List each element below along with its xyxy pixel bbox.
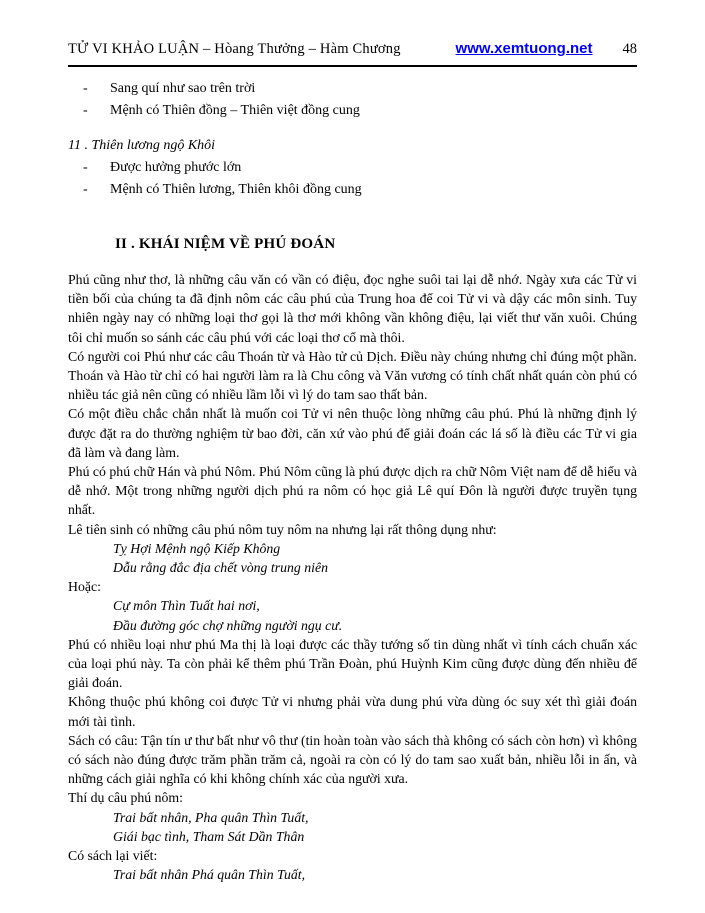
list-item-text: Mệnh có Thiên đồng – Thiên việt đồng cung — [110, 103, 360, 118]
list-item-text: Sang quí như sao trên trời — [110, 81, 256, 96]
list-item-text: Mệnh có Thiên lương, Thiên khôi đồng cung — [110, 182, 362, 197]
text-line: Thí dụ câu phú nôm: — [68, 790, 183, 806]
verse-line: Trai bất nhân Phá quân Thìn Tuất, — [113, 867, 306, 883]
paragraph: Có người coi Phú như các câu Thoán từ và Hào tử củ Dịch. Điều này chúng nhưng chỉ đúng một phần. Thoán và Hào từ chỉ có hai người làm ra là Chu công và Văn vương có tính chất nhất quán còn phú có nhiều tác giả nên cũng có nhiều lầm lỗi vì lý do tam sao thất bản. — [68, 348, 637, 403]
verse-line: Trai bất nhân, Pha quân Thìn Tuất, — [113, 809, 309, 825]
header-title: TỬ VI KHẢO LUẬN – Hòang Thưởng – Hàm Chương — [68, 41, 401, 57]
text-line: Hoặc: — [68, 579, 101, 595]
paragraph: Có một điều chắc chắn nhất là muốn coi Tử vi nên thuộc lòng những câu phú. Phú là những định lý được đặt ra do thường nghiệm từ bao đời, căn xứ vào phú để giải đoán các lá số là điều các Tử vi gia đã làm và đang làm. — [68, 406, 637, 460]
list-item — [83, 100, 637, 122]
text-line: Lê tiên sinh có những câu phú nôm tuy nôm na nhưng lại rất thông dụng như: — [68, 521, 497, 537]
section-2-heading: II . KHÁI NIỆM VỀ PHÚ ĐOÁN — [115, 236, 336, 252]
bullet-list-thien-luong — [68, 157, 637, 201]
dash-bullet-icon: - — [83, 182, 88, 197]
dash-bullet-icon: - — [83, 81, 88, 96]
page-header — [68, 40, 637, 67]
list-item — [83, 78, 637, 100]
list-item-text: Được hưởng phước lớn — [110, 160, 242, 175]
page-content — [68, 78, 637, 885]
paragraph: Không thuộc phú không coi được Tử vi nhưng phải vừa dung phú vừa dùng óc suy xét thì giải đoán mới tài tình. — [68, 694, 637, 729]
paragraph: Phú có phú chữ Hán và phú Nôm. Phú Nôm cũng là phú được dịch ra chữ Nôm Việt nam để dễ hiểu và dễ nhớ. Một trong những người dịch phú ra nôm có học giả Lê quí Đôn là người được truyền tụng nhất. — [68, 464, 637, 518]
verse-line: Tỵ Hợi Mệnh ngộ Kiếp Không — [113, 540, 281, 556]
paragraph: Sách có câu: Tận tín ư thư bất như vô thư (tin hoàn toàn vào sách thà không có sách còn hơn) vì không có sách nào đúng được trăm phần trăm cả, ngoài ra còn có lý do tam sao xuất bản, nhiều lỗi in ấn, và những cách giải nghĩa có khi không chính xác của người xưa. — [68, 732, 637, 787]
verse-line: Đầu đường góc chợ những người ngụ cư. — [113, 617, 343, 633]
page-number: 48 — [622, 41, 637, 57]
section-11-title: 11 . Thiên lương ngộ Khôi — [68, 138, 216, 153]
verse-line: Dẫu rằng đắc địa chết vòng trung niên — [113, 560, 328, 576]
paragraph: Phú cũng như thơ, là những câu văn có vần có điệu, đọc nghe suôi tai lại dễ nhớ. Ngày xưa các Tử vi tiền bối của chúng ta đã định nôm các câu phú của Trung hoa để coi Tử vi và dậy các môn sinh. Tuy nhiên ngày nay có những loại thơ gọi là thơ mới không vần không điệu, lại viết thư văn xuôi. Chúng tôi chỉ muốn so sánh các câu phú với các loại thơ cổ mà thôi. — [68, 272, 637, 345]
verse-line: Giái bạc tình, Tham Sát Dần Thân — [113, 828, 305, 844]
dash-bullet-icon: - — [83, 160, 88, 175]
paragraph: Phú có nhiều loại như phú Ma thị là loại được các thầy tướng số tin dùng nhất vì tính cách chuẩn xác của loại phú này. Ta còn phải kể thêm phú Trần Đoàn, phú Huỳnh Kim cũng được dùng đến nhiều để giải đoán. — [68, 636, 637, 691]
website-link[interactable]: www.xemtuong.net — [455, 40, 593, 57]
list-item — [83, 157, 637, 179]
verse-line: Cự môn Thìn Tuất hai nơi, — [113, 598, 260, 614]
dash-bullet-icon: - — [83, 103, 88, 118]
bullet-list-thien-dong — [68, 78, 637, 122]
section-2-body — [68, 270, 637, 885]
text-line: Có sách lại viết: — [68, 848, 158, 864]
list-item — [83, 179, 637, 201]
